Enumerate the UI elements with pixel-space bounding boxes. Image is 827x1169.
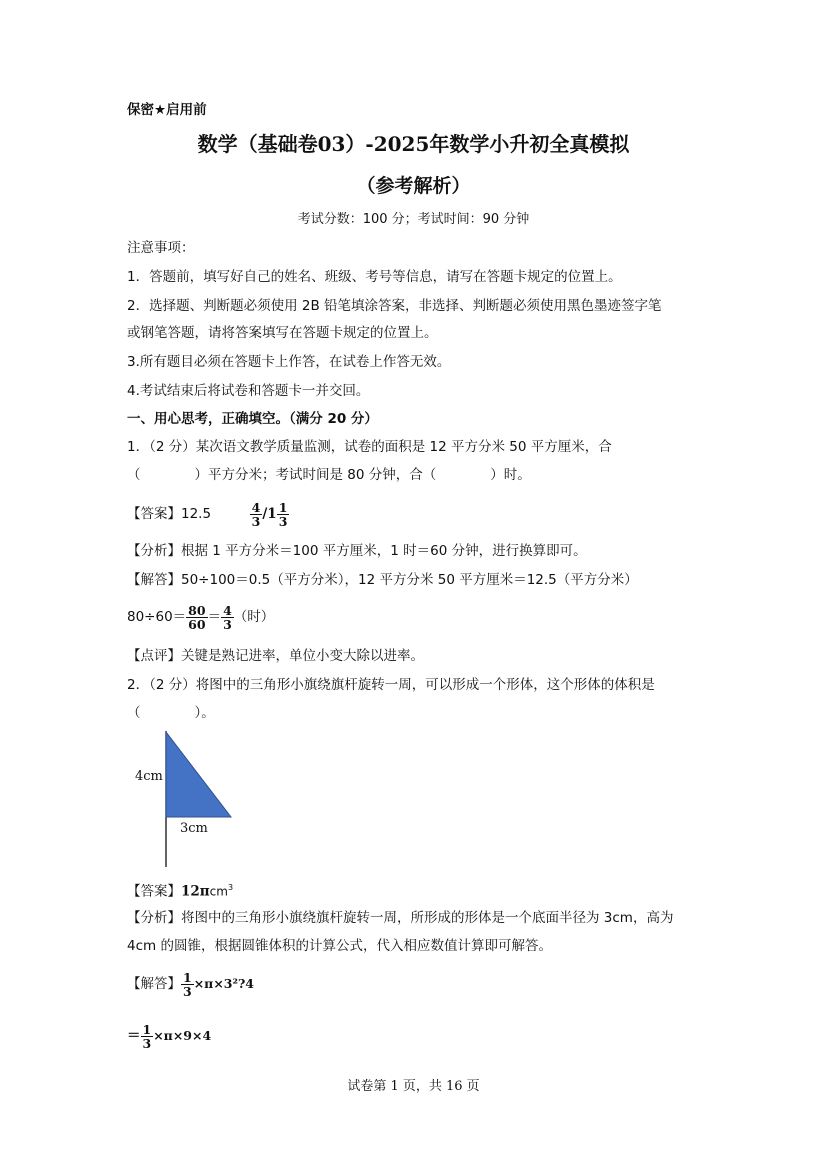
calc-fraction <box>187 604 206 631</box>
denominator: 3 <box>142 1035 152 1051</box>
denominator: 3 <box>223 616 232 632</box>
equals-sign: ＝ <box>207 609 222 625</box>
question-1-calculation <box>127 600 274 634</box>
answer-value: 12.5 <box>181 506 212 522</box>
question-2-analysis-cont: 4cm 的圆锥，根据圆锥体积的计算公式，代入相应数值计算即可解答。 <box>127 938 552 954</box>
question-1-answer <box>127 497 289 531</box>
answer-fraction <box>251 501 262 528</box>
question-2-text: 2．（2 分）将图中的三角形小旗绕旗杆旋转一周，可以形成一个形体，这个形体的体积是 <box>127 677 655 693</box>
question-1-text-cont: （ ）平方分米；考试时间是 80 分钟，合（ ）时。 <box>127 467 531 483</box>
denominator: 60 <box>188 616 206 632</box>
solution-fraction <box>142 1023 153 1050</box>
denominator: 3 <box>278 513 288 529</box>
exam-info: 考试分数：100 分；考试时间：90 分钟 <box>297 212 530 227</box>
flag-figure <box>125 725 255 870</box>
numerator: 1 <box>278 499 288 515</box>
calc-unit: （时） <box>233 609 275 625</box>
calc-fraction <box>222 604 233 631</box>
answer-fraction <box>278 501 289 528</box>
notice-item: 2．选择题、判断题必须使用 2B 铅笔填涂答案，非选择、判断题必须使用黑色墨迹签字笔 <box>127 298 662 314</box>
question-1-analysis: 【分析】根据 1 平方分米＝100 平方厘米，1 时＝60 分钟，进行换算即可。 <box>127 543 587 559</box>
denominator: 3 <box>251 513 261 529</box>
confidential-label: 保密★启用前 <box>127 102 207 118</box>
answer-exponent: 3 <box>227 883 234 892</box>
answer-separator: /1 <box>262 506 277 522</box>
notice-item: 或钢笔答题，请将答案填写在答题卡规定的位置上。 <box>127 325 438 341</box>
answer-value: 12π <box>181 883 210 900</box>
section-title: 一、用心思考，正确填空。（满分 20 分） <box>127 411 378 427</box>
numerator: 80 <box>188 602 206 618</box>
page-subtitle: （参考解析） <box>356 175 471 197</box>
numerator: 4 <box>251 499 261 515</box>
notice-item: 4.考试结束后将试卷和答题卡一并交回。 <box>127 383 370 399</box>
numerator: 1 <box>142 1021 152 1037</box>
answer-unit: cm <box>209 884 228 899</box>
answer-label: 【答案】 <box>127 883 181 900</box>
question-2-answer <box>127 879 233 901</box>
answer-label: 【答案】 <box>127 506 181 522</box>
figure-height-label: 4cm <box>135 769 163 784</box>
flag-triangle <box>166 732 231 817</box>
notice-item: 1．答题前，填写好自己的姓名、班级、考号等信息，请写在答题卡规定的位置上。 <box>127 269 622 285</box>
question-2-analysis: 【分析】将图中的三角形小旗绕旗杆旋转一周，所形成的形体是一个底面半径为 3cm，高为 <box>127 910 674 926</box>
question-1-solution: 【解答】50÷100＝0.5（平方分米），12 平方分米 50 平方厘米＝12.5（平方分米） <box>127 572 638 588</box>
notice-title: 注意事项： <box>127 240 195 256</box>
question-1-comment: 【点评】关键是熟记进率，单位小变大除以进率。 <box>127 648 424 664</box>
numerator: 1 <box>183 969 192 985</box>
question-2-text-cont: （ ）。 <box>127 705 215 721</box>
calc-prefix: 80÷60＝ <box>127 609 187 625</box>
equals-sign: ＝ <box>127 1028 141 1044</box>
notice-item: 3.所有题目必须在答题卡上作答，在试卷上作答无效。 <box>127 354 451 370</box>
solution-expression: ×π×9×4 <box>153 1028 212 1043</box>
question-2-solution <box>127 967 254 1001</box>
question-1-text: 1．（2 分）某次语文教学质量监测，试卷的面积是 12 平方分米 50 平方厘米，合 <box>127 439 612 455</box>
numerator: 4 <box>223 602 232 618</box>
solution-expression: ×π×3²?4 <box>193 976 254 991</box>
figure-base-label: 3cm <box>180 821 208 836</box>
denominator: 3 <box>183 983 192 999</box>
page-title: 数学（基础卷03）-2025年数学小升初全真模拟 <box>197 132 630 156</box>
solution-label: 【解答】 <box>127 976 181 992</box>
solution-fraction <box>182 971 193 998</box>
question-2-solution-step <box>127 1019 211 1053</box>
page-footer: 试卷第 1 页，共 16 页 <box>347 1079 480 1094</box>
